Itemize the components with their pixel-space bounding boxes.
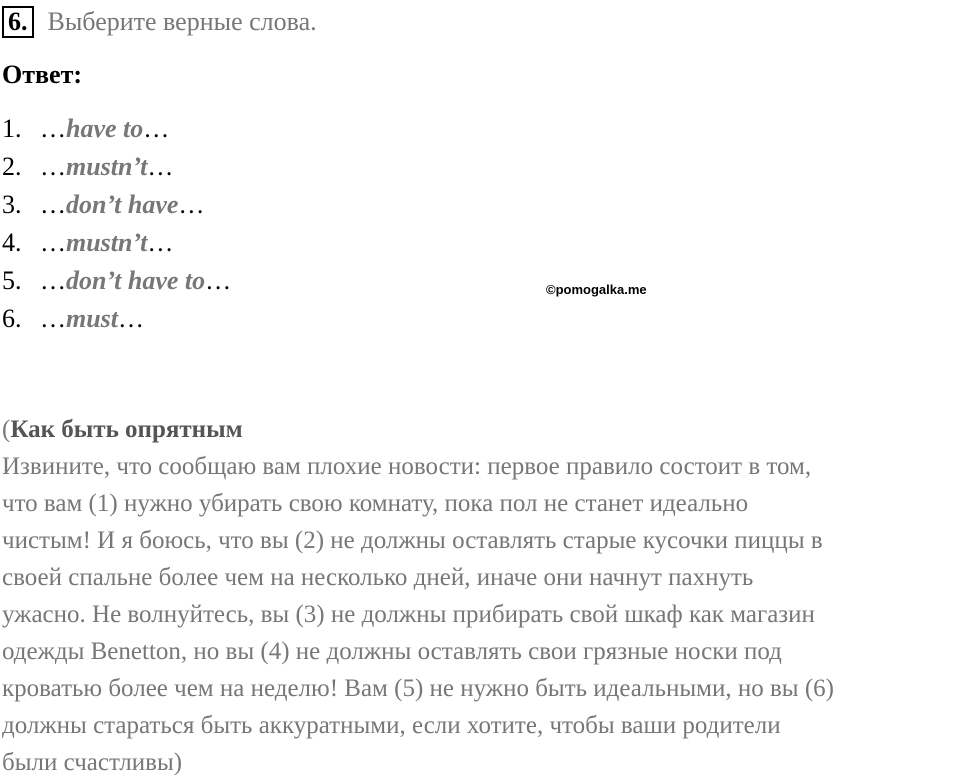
answer-suffix: …: [118, 304, 145, 333]
answer-prefix: …: [40, 114, 66, 143]
translation-line: кроватью более чем на неделю! Вам (5) не нужно быть идеальными, но вы (6): [2, 675, 834, 702]
answer-prefix: …: [40, 190, 66, 219]
answer-suffix: …: [178, 190, 205, 219]
answer-prefix: …: [40, 228, 66, 257]
answer-number: 2.: [2, 152, 22, 181]
answer-number: 4.: [2, 228, 22, 257]
answer-item: [2, 302, 231, 340]
translation-line: должны стараться быть аккуратными, если хотите, чтобы ваши родители: [2, 712, 781, 739]
answer-word: have to: [66, 114, 144, 143]
answer-word: mustn’t: [66, 152, 148, 181]
translation-line: ужасно. Не волнуйтесь, вы (3) не должны прибирать свой шкаф как магазин: [2, 601, 815, 628]
translation-line: чистым! И я боюсь, что вы (2) не должны оставлять старые кусочки пиццы в: [2, 527, 823, 554]
answer-number: 1.: [2, 114, 22, 143]
answer-word: don’t have: [66, 190, 179, 219]
translation-line: были счастливы): [2, 749, 183, 776]
translation-line: что вам (1) нужно убирать свою комнату, пока пол не станет идеально: [2, 490, 749, 517]
translation-line: своей спальне более чем на несколько дней, иначе они начнут пахнуть: [2, 564, 754, 591]
answer-item: [2, 112, 231, 150]
answer-suffix: …: [147, 228, 174, 257]
answer-item: [2, 188, 231, 226]
translation-title: Как быть опрятным: [10, 416, 243, 443]
answer-label: Ответ:: [2, 60, 83, 89]
task-header: [2, 6, 317, 38]
answer-number: 6.: [2, 304, 22, 333]
answer-number: 3.: [2, 190, 22, 219]
watermark: ©pomogalka.me: [546, 282, 647, 297]
translation-block: [2, 411, 958, 781]
answer-list: [2, 112, 231, 340]
translation-line: одежды Benetton, но вы (4) не должны оставлять свои грязные носки под: [2, 638, 782, 665]
answer-item: [2, 226, 231, 264]
answer-suffix: …: [205, 266, 232, 295]
answer-suffix: …: [147, 152, 174, 181]
answer-prefix: …: [40, 266, 66, 295]
translation-title-line: (Как быть опрятным: [2, 416, 243, 443]
answer-item: [2, 264, 231, 302]
answer-word: must: [66, 304, 119, 333]
answer-item: [2, 150, 231, 188]
answer-word: mustn’t: [66, 228, 148, 257]
answer-prefix: …: [40, 152, 66, 181]
answer-number: 5.: [2, 266, 22, 295]
task-number: 6.: [2, 6, 34, 38]
translation-line: Извините, что сообщаю вам плохие новости: первое правило состоит в том,: [2, 453, 812, 480]
task-instruction: Выберите верные слова.: [47, 7, 317, 36]
answer-word: don’t have to: [66, 266, 206, 295]
answer-suffix: …: [143, 114, 170, 143]
answer-prefix: …: [40, 304, 66, 333]
